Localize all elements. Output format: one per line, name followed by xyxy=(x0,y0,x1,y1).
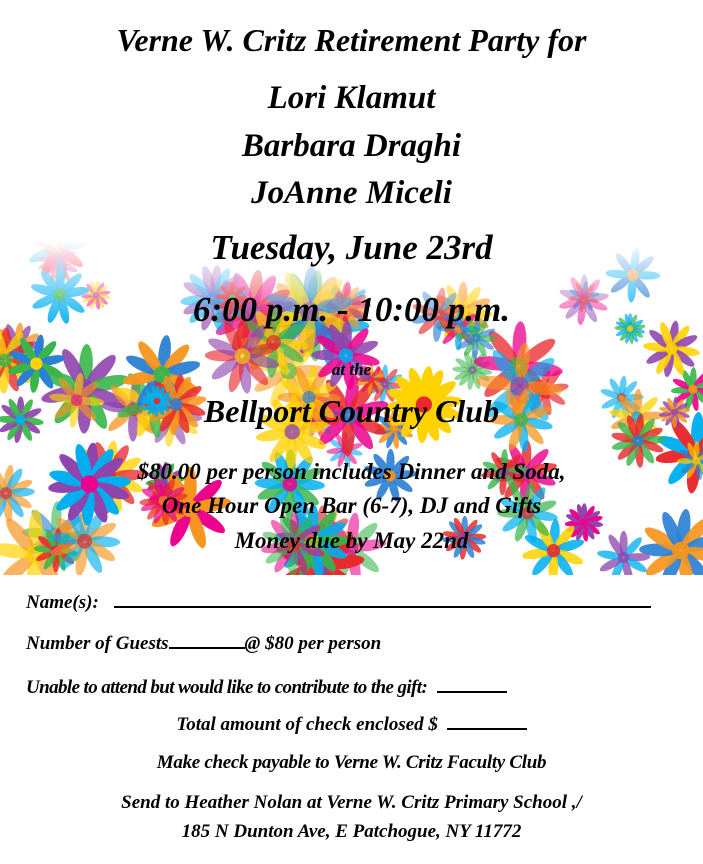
at-the-label: at the xyxy=(331,360,372,379)
guests-price-text: @ $80 per person xyxy=(244,633,382,654)
total-label: Total amount of check enclosed $ xyxy=(176,714,438,735)
guests-blank-line[interactable] xyxy=(169,631,245,649)
contribute-row xyxy=(26,675,507,699)
contribute-blank-line[interactable] xyxy=(437,675,507,693)
event-venue: Bellport Country Club xyxy=(203,393,500,429)
guests-row xyxy=(26,631,381,655)
guests-label: Number of Guests xyxy=(26,633,169,654)
payment-deadline: Money due by May 22nd xyxy=(234,528,469,553)
contribute-label: Unable to attend but would like to contribute to the gift: xyxy=(26,677,428,698)
event-time: 6:00 p.m. - 10:00 p.m. xyxy=(193,290,510,329)
price-details-line: $80.00 per person includes Dinner and Soda, xyxy=(137,459,566,484)
names-label: Name(s): xyxy=(26,592,99,613)
honoree-name: Lori Klamut xyxy=(267,80,436,116)
event-date: Tuesday, June 23rd xyxy=(210,228,493,267)
honoree-name: JoAnne Miceli xyxy=(251,175,452,211)
honoree-name: Barbara Draghi xyxy=(241,128,462,164)
names-blank-line[interactable] xyxy=(114,590,651,608)
total-row xyxy=(0,712,703,736)
names-row xyxy=(26,590,651,614)
total-blank-line[interactable] xyxy=(447,712,527,730)
price-details-line: One Hour Open Bar (6-7), DJ and Gifts xyxy=(161,493,542,518)
mailing-address: 185 N Dunton Ave, E Patchogue, NY 11772 xyxy=(181,821,522,842)
send-instructions: Send to Heather Nolan at Verne W. Critz Primary School ,/ xyxy=(121,792,582,813)
flyer-title: Verne W. Critz Retirement Party for xyxy=(116,22,587,58)
payable-instructions: Make check payable to Verne W. Critz Faculty Club xyxy=(156,752,547,773)
